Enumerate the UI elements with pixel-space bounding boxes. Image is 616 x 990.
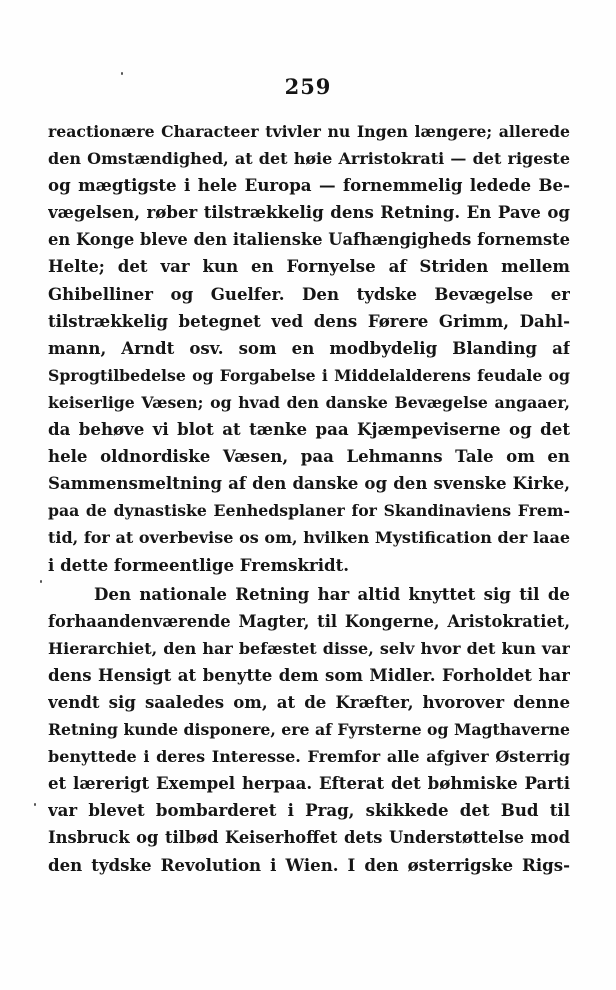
text-line: paa de dynastiske Eenhedsplaner for Skandinaviens Frem-	[48, 501, 570, 521]
body-text	[48, 118, 570, 879]
text-line: Ghibelliner og Guelfer. Den tydske Bevægelse er	[48, 283, 570, 304]
text-line: hele oldnordiske Væsen, paa Lehmanns Tale om en	[48, 446, 570, 467]
scan-speck	[34, 803, 36, 806]
text-line: dens Hensigt at benytte dem som Midler. Forholdet har	[48, 664, 570, 685]
text-line: Helte; det var kun en Fornyelse af Striden mellem	[48, 256, 570, 277]
text-line: vægelsen, røber tilstrækkelig dens Retning. En Pave og	[48, 202, 570, 223]
text-line: den tydske Revolution i Wien. I den østerrigske Rigs-	[48, 854, 570, 875]
paragraph-1	[48, 118, 570, 579]
text-line: forhaandenværende Magter, til Kongerne, Aristokratiet,	[48, 611, 570, 631]
text-line: den Omstændighed, at det høie Arristokrati — det rigeste	[48, 149, 570, 169]
scan-speck	[121, 72, 123, 75]
text-line: Hierarchiet, den har befæstet disse, selv hvor det kun var	[48, 638, 570, 658]
text-line: et lærerigt Exempel herpaa. Efterat det bøhmiske Parti	[48, 773, 570, 794]
scan-speck	[40, 580, 42, 583]
text-line: Den nationale Retning har altid knyttet sig til de	[94, 583, 570, 604]
text-line: tid, for at overbevise os om, hvilken Mystification der laae	[48, 528, 570, 548]
text-line: benyttede i deres Interesse. Fremfor alle afgiver Østerrig	[48, 747, 570, 767]
text-line: en Konge bleve den italienske Uafhængigheds fornemste	[48, 230, 570, 250]
text-line: vendt sig saaledes om, at de Kræfter, hvorover denne	[48, 691, 570, 712]
text-line: da behøve vi blot at tænke paa Kjæmpeviserne og det	[48, 419, 570, 440]
text-line: keiserlige Væsen; og hvad den danske Bevægelse angaaer,	[48, 392, 570, 412]
text-line: og mægtigste i hele Europa — fornemmelig ledede Be-	[48, 175, 570, 196]
text-line: tilstrækkelig betegnet ved dens Førere Grimm, Dahl-	[48, 310, 570, 331]
page-number: 259	[284, 74, 332, 99]
text-line: var blevet bombarderet i Prag, skikkede det Bud til	[48, 800, 570, 821]
text-line: Sprogtilbedelse og Forgabelse i Middelalderens feudale og	[48, 365, 570, 385]
text-line: mann, Arndt osv. som en modbydelig Blanding af	[48, 337, 570, 358]
text-line: Insbruck og tilbød Keiserhoffet dets Understøttelse mod	[48, 828, 570, 848]
paragraph-2	[48, 581, 570, 879]
text-line: Sammensmeltning af den danske og den svenske Kirke,	[48, 473, 570, 494]
text-line: i dette formeentlige Fremskridt.	[48, 554, 350, 575]
text-line: reactionære Characteer tvivler nu Ingen længere; allerede	[48, 122, 570, 141]
text-line: Retning kunde disponere, ere af Fyrsterne og Magthaverne	[48, 720, 570, 740]
